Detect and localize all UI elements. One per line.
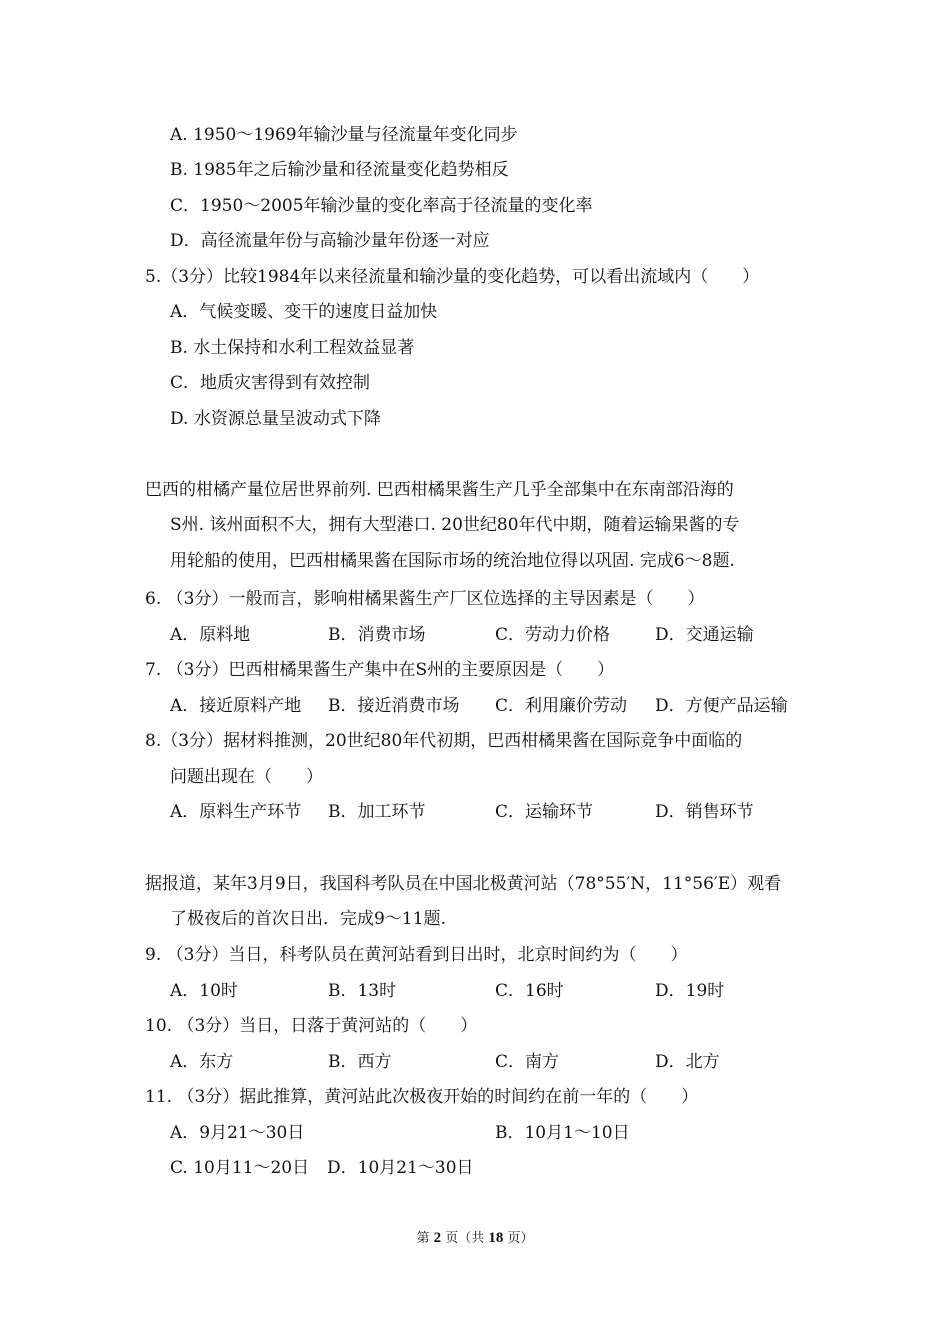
footer-middle: 页（共 (445, 1231, 485, 1246)
question-8-option-d: D．销售环节 (655, 802, 754, 822)
question-6-option-c: C．劳动力价格 (495, 625, 611, 645)
question-7-stem: 7. （3分）巴西柑橘果酱生产集中在S州的主要原因是（ ） (145, 660, 615, 680)
question-7-option-a: A．接近原料产地 (170, 696, 302, 716)
page-number: 2 (433, 1230, 442, 1246)
question-11-option-b: B．10月1～10日 (495, 1123, 630, 1143)
footer-suffix: 页） (507, 1231, 534, 1246)
question-10-stem: 10. （3分）当日，日落于黄河站的（ ） (145, 1016, 478, 1036)
option-b: B. 1985年之后输沙量和径流量变化趋势相反 (170, 160, 509, 180)
question-8-option-a: A．原料生产环节 (170, 802, 302, 822)
passage-1-line-2: S州. 该州面积不大，拥有大型港口. 20世纪80年代中期，随着运输果酱的专 (170, 515, 740, 535)
question-11-option-c: C. 10月11～20日 (170, 1158, 310, 1178)
question-9-option-d: D．19时 (655, 981, 725, 1001)
question-5-option-c: C．地质灾害得到有效控制 (170, 373, 371, 393)
question-7-option-b: B．接近消费市场 (328, 696, 460, 716)
page-footer (0, 1229, 950, 1248)
question-10-option-c: C．南方 (495, 1052, 560, 1072)
question-10-option-b: B．西方 (328, 1052, 392, 1072)
question-7-option-d: D．方便产品运输 (655, 696, 788, 716)
question-5-option-b: B. 水土保持和水利工程效益显著 (170, 338, 415, 358)
footer-prefix: 第 (416, 1231, 430, 1246)
option-d: D．高径流量年份与高输沙量年份逐一对应 (170, 231, 490, 251)
question-11-stem: 11. （3分）据此推算，黄河站此次极夜开始的时间约在前一年的（ ） (145, 1087, 699, 1107)
question-9-option-b: B．13时 (328, 981, 397, 1001)
option-a: A. 1950～1969年输沙量与径流量年变化同步 (170, 125, 518, 145)
question-6-stem: 6. （3分）一般而言，影响柑橘果酱生产厂区位选择的主导因素是（ ） (145, 589, 705, 609)
question-11-option-d: D．10月21～30日 (327, 1158, 474, 1178)
question-5-option-d: D. 水资源总量呈波动式下降 (170, 409, 381, 429)
question-6-option-d: D．交通运输 (655, 625, 754, 645)
question-9-option-c: C．16时 (495, 981, 564, 1001)
passage-1-line-1: 巴西的柑橘产量位居世界前列. 巴西柑橘果酱生产几乎全部集中在东南部沿海的 (145, 480, 734, 500)
passage-1-line-3: 用轮船的使用，巴西柑橘果酱在国际市场的统治地位得以巩固. 完成6～8题. (170, 551, 735, 571)
question-6-option-b: B．消费市场 (328, 625, 426, 645)
question-5-option-a: A．气候变暖、变干的速度日益加快 (170, 302, 438, 322)
question-8-stem-line-1: 8.（3分）据材料推测，20世纪80年代初期，巴西柑橘果酱在国际竞争中面临的 (145, 731, 743, 751)
question-10-option-a: A．东方 (170, 1052, 234, 1072)
passage-2-line-1: 据报道，某年3月9日，我国科考队员在中国北极黄河站（78°55′N，11°56′E）观看 (145, 874, 782, 894)
page-total: 18 (488, 1230, 504, 1246)
question-8-stem-line-2: 问题出现在（ ） (170, 767, 323, 787)
question-5-stem: 5.（3分）比较1984年以来径流量和输沙量的变化趋势，可以看出流域内（ ） (145, 267, 760, 287)
question-6-option-a: A．原料地 (170, 625, 251, 645)
question-7-option-c: C．利用廉价劳动 (495, 696, 628, 716)
question-8-option-b: B．加工环节 (328, 802, 426, 822)
question-9-stem: 9. （3分）当日，科考队员在黄河站看到日出时，北京时间约为（ ） (145, 945, 688, 965)
passage-2-line-2: 了极夜后的首次日出．完成9～11题. (170, 909, 446, 929)
question-9-option-a: A．10时 (170, 981, 238, 1001)
question-8-option-c: C．运输环节 (495, 802, 594, 822)
question-10-option-d: D．北方 (655, 1052, 720, 1072)
question-11-option-a: A．9月21～30日 (170, 1123, 305, 1143)
option-c: C．1950～2005年输沙量的变化率高于径流量的变化率 (170, 196, 593, 216)
